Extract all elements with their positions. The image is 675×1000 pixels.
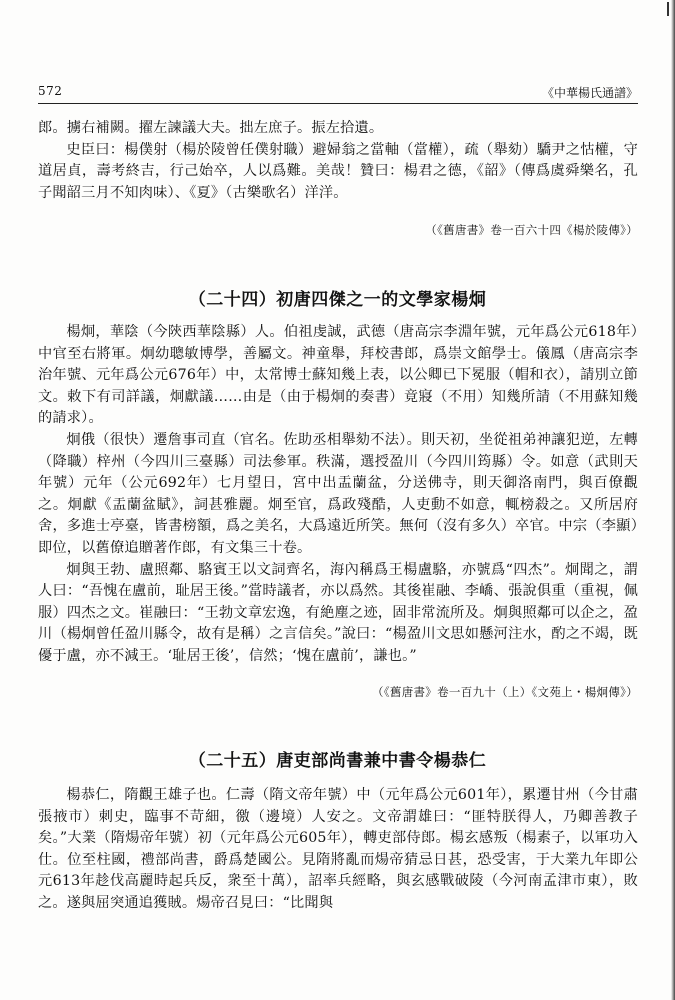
block1-paragraph-1: 郎。擄右補闕。擢左諫議大夫。拙左庶子。振左拾遺。: [38, 120, 384, 136]
block1-source-citation: （《舊唐書》卷一百六十四《楊於陵傳》）: [425, 223, 638, 237]
scan-edge-shadow: [671, 0, 675, 1000]
section-25-heading: （二十五）唐吏部尚書兼中書令楊恭仁: [188, 751, 487, 771]
section-24-heading: （二十四）初唐四傑之一的文學家楊炯: [188, 290, 487, 310]
page-number: 572: [38, 84, 63, 98]
section-24-source-citation: （《舊唐書》卷一百九十（上）《文苑上・楊炯傳》）: [372, 685, 638, 699]
section-24-paragraph-3: 炯與王勃、盧照鄰、駱賓王以文詞齊名，海內稱爲王楊盧駱，亦號爲“四杰”。炯聞之，謂人曰：“吾愧在盧前，耻居王後。”當時議者，亦以爲然。其後崔融、李嶠、張說俱重（重視，佩服）四杰之文。崔融曰：“王勃文章宏逸，有絶塵之迹，固非常流所及。炯與照鄰可以企之，盈川（楊炯曾任盈川縣令，故有是稱）之言信矣。”說曰：“楊盈川文思如懸河注水，酌之不竭，既優于盧，亦不減王。‘耻居王後’，信然；‘愧在盧前’，謙也。”: [38, 561, 638, 664]
page-header: [38, 84, 638, 102]
block1-text: [38, 118, 638, 204]
section-24-paragraph-1: 楊炯，華陰（今陝西華陰縣）人。伯祖虔誠，武德（唐高宗李淵年號，元年爲公元618年）中官至右將軍。炯幼聰敏博學，善屬文。神童舉，拜校書郎，爲崇文館學士。儀鳳（唐高宗李治年號、元年爲公元676年）中，太常博士蘇知幾上表，以公卿已下冕服（帽和衣），請別立節文。敕下有司詳議，炯獻議……由是（由于楊炯的奏書）竟寢（不用）知幾所請（不用蘇知幾的請求）。: [38, 324, 638, 427]
scan-corner-mark: [657, 2, 669, 16]
section-24-paragraph-2: 炯俄（很快）遷詹事司直（官名。佐助丞相舉劾不法）。則天初，坐從祖弟神讓犯逆，左轉（降職）梓州（今四川三臺縣）司法參軍。秩滿，選授盈川（今四川筠縣）令。如意（武則天年號）元年（公元692年）七月望日，宮中出盂蘭盆，分送佛寺，則天御洛南門，與百僚觀之。炯獻《盂蘭盆賦》，詞甚雅麗。炯至官，爲政殘酷，人吏動不如意，輒榜殺之。又所居府舍，多進士亭臺，皆書榜額，爲之美名，大爲遠近所笑。無何（沒有多久）卒官。中宗（李顯）即位，以舊僚追贈著作郎，有文集三十卷。: [38, 431, 638, 556]
section-24-text: [38, 322, 638, 668]
header-rule: [38, 103, 638, 104]
section-25-text: [38, 785, 638, 915]
section-25-paragraph-1: 楊恭仁，隋觀王雄子也。仁壽（隋文帝年號）中（元年爲公元601年），累遷甘州（今甘肅張掖市）刺史，臨事不苛細，徼（邊境）人安之。文帝謂雄曰：“匪特朕得人，乃卿善教子矣。”大業（隋煬帝年號）初（元年爲公元605年），轉吏部侍郎。楊玄感叛（楊素子，以軍功入仕。位至柱國，禮部尚書，爵爲楚國公。見隋將亂而煬帝猜忌日甚，恐受害，于大業九年即公元613年趁伐高麗時起兵反，衆至十萬），詔率兵經略，與玄感戰破陵（今河南孟津市東），敗之。遂與屈突通追獲賊。煬帝召見曰：“比聞與: [38, 787, 638, 911]
block1-paragraph-2: 史臣曰：楊僕射（楊於陵曾任僕射職）避婦翁之當軸（當權），疏（舉劾）驕尹之怙權，守道居貞，壽考終吉，行己始卒，人以爲難。美哉！贊曰：楊君之德，《韶》（傳爲虞舜樂名，孔子聞韶三月不知肉味）、《夏》（古樂歌名）洋洋。: [38, 141, 638, 201]
running-head: 《中華楊氏通譜》: [541, 86, 638, 100]
